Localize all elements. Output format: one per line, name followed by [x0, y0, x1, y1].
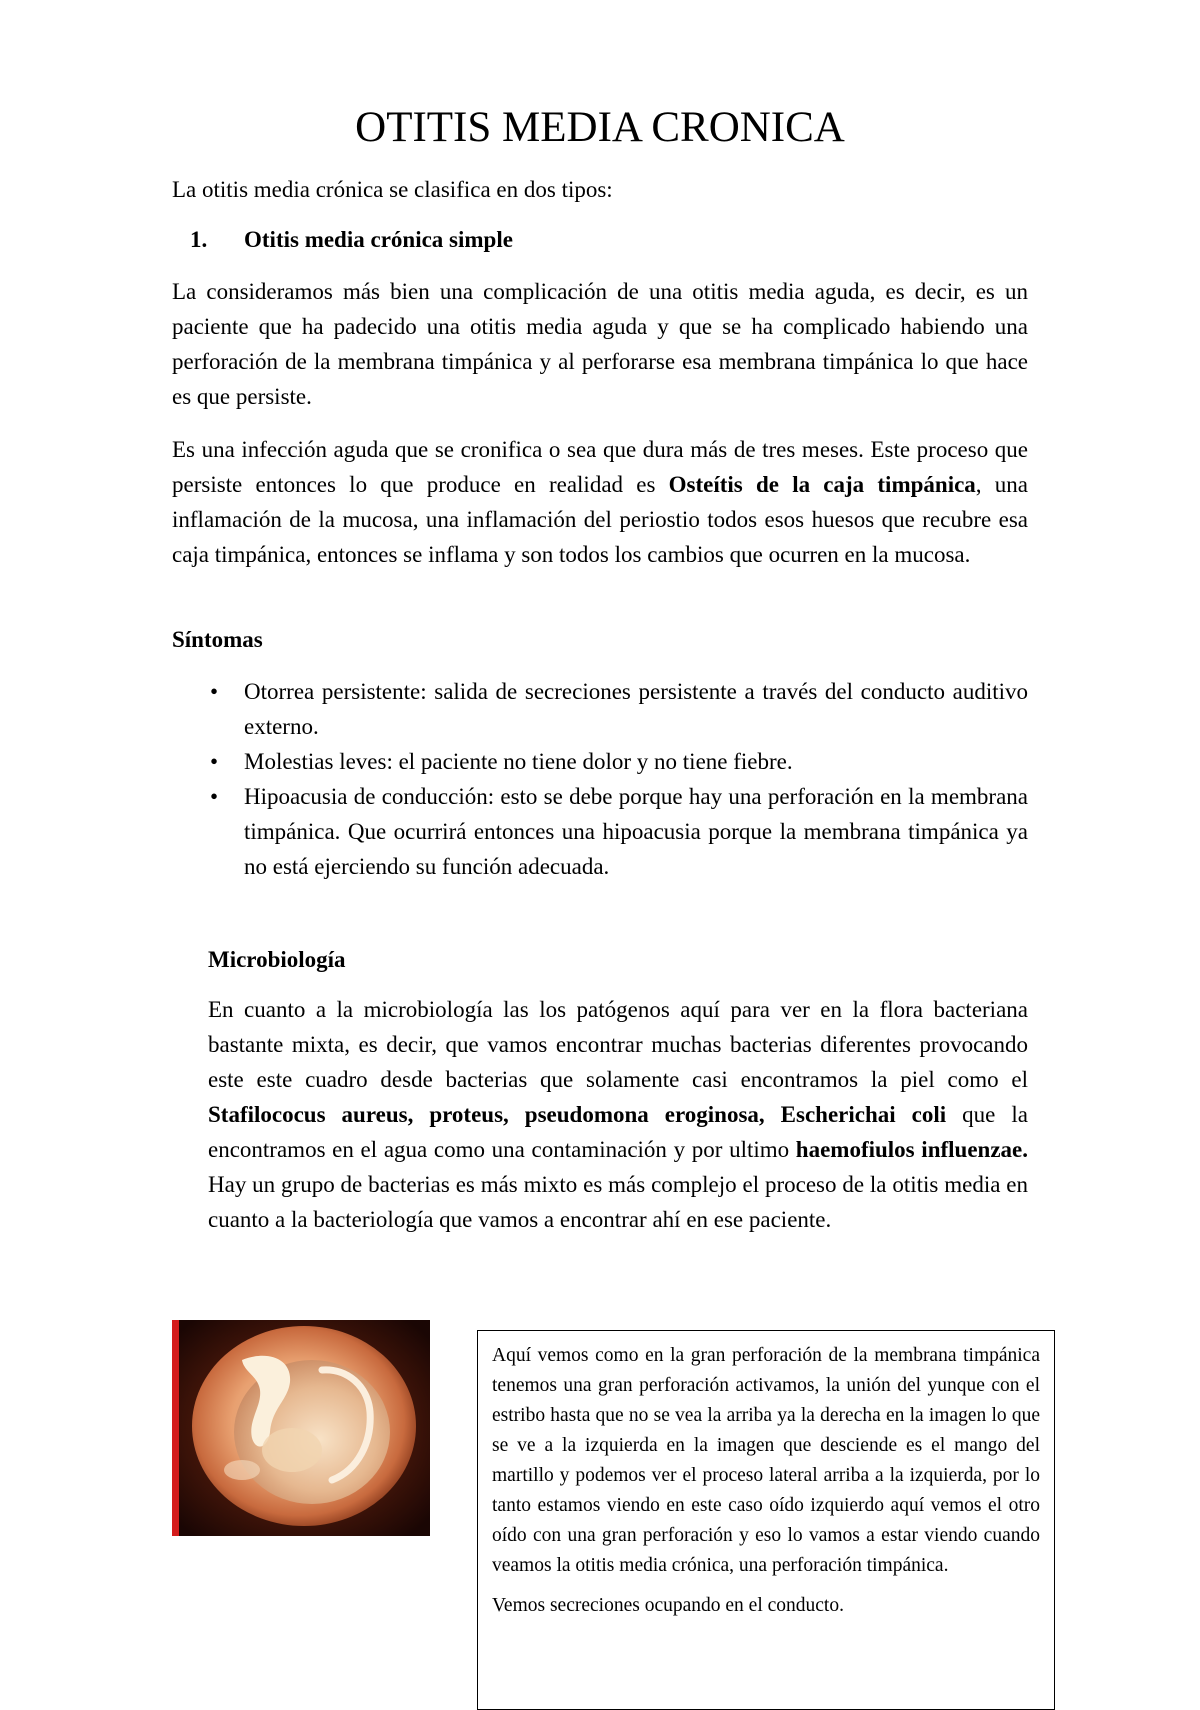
subheading-number: 1.	[190, 227, 208, 252]
para2-bold-term: Osteítis de la caja timpánica	[668, 472, 976, 497]
paragraph-process	[172, 432, 1028, 572]
bullet-icon: •	[210, 749, 219, 774]
list-item	[172, 779, 1028, 884]
bullet-icon: •	[210, 679, 219, 704]
paragraph-microbiology	[208, 992, 1028, 1237]
micro-bold-2: haemofiulos influenzae.	[795, 1137, 1028, 1162]
micro-text-1: En cuanto a la microbiología las los patógenos aquí para ver en la flora bacteriana bastante mixta, es decir, que vamos encontrar muchas bacterias diferentes provocando este este cuadro desde bacterias que solamente casi encontramos la piel como el	[208, 997, 1028, 1092]
micro-bold-1: Stafilococus aureus, proteus, pseudomona eroginosa, Escherichai coli	[208, 1102, 947, 1127]
intro-text: La otitis media crónica se clasifica en dos tipos:	[172, 177, 613, 202]
bullet-icon: •	[210, 784, 219, 809]
list-item	[172, 744, 1028, 779]
section-heading-microbiologia: Microbiología	[208, 947, 346, 972]
symptoms-list	[172, 674, 1028, 884]
symptom-text: Hipoacusia de conducción: esto se debe porque hay una perforación en la membrana timpánica. Que ocurrirá entonces una hipoacusia porque la membrana timpánica ya no está ejerciendo su función adecuada.	[244, 784, 1028, 879]
para2-text-after: , una inflamación de la mucosa, una inflamación del periostio todos esos huesos que recubre esa caja timpánica, entonces se inflama y son todos los cambios que ocurren en la mucosa.	[172, 472, 1028, 567]
subheading-label: Otitis media crónica simple	[244, 227, 513, 252]
section-heading-sintomas: Síntomas	[172, 627, 263, 652]
list-item	[172, 674, 1028, 744]
page-title: OTITIS MEDIA CRONICA	[355, 104, 845, 151]
symptom-text: Molestias leves: el paciente no tiene dolor y no tiene fiebre.	[244, 749, 793, 774]
caption-paragraph-1: Aquí vemos como en la gran perforación de la membrana timpánica tenemos una gran perforación activamos, la unión del yunque con el estribo hasta que no se vea la arriba ya la derecha en la imagen lo que se ve a la izquierda en la imagen que desciende es el mango del martillo y podemos ver el proceso lateral arriba a la izquierda, por lo tanto estamos viendo en este caso oído izquierdo aquí vemos el otro oído con una gran perforación y eso lo vamos a estar viendo cuando veamos la otitis media crónica, una perforación timpánica.	[492, 1345, 1040, 1576]
otoscopy-image	[172, 1320, 430, 1536]
para2-text-before: Es una infección aguda que se cronifica o sea que dura más de tres meses. Este proceso que persiste entonces lo que produce en realidad es	[172, 437, 1028, 497]
paragraph-definition: La consideramos más bien una complicación de una otitis media aguda, es decir, es un paciente que ha padecido una otitis media aguda y que se ha complicado habiendo una perforación de la membrana timpánica y al perforarse esa membrana timpánica lo que hace es que persiste.	[172, 279, 1028, 409]
eardrum-perforation-icon	[172, 1320, 430, 1536]
micro-text-3: Hay un grupo de bacterias es más mixto es más complejo el proceso de la otitis media en cuanto a la bacteriología que vamos a encontrar ahí en ese paciente.	[208, 1172, 1028, 1232]
symptom-text: Otorrea persistente: salida de secreciones persistente a través del conducto auditivo externo.	[244, 679, 1028, 739]
micro-text-2: que la encontramos en el agua como una contaminación y por ultimo	[208, 1102, 1028, 1162]
subheading-simple	[190, 222, 513, 257]
photo-edge	[172, 1320, 179, 1536]
image-caption-box	[477, 1330, 1055, 1710]
caption-paragraph-2: Vemos secreciones ocupando en el conducto.	[492, 1595, 844, 1616]
